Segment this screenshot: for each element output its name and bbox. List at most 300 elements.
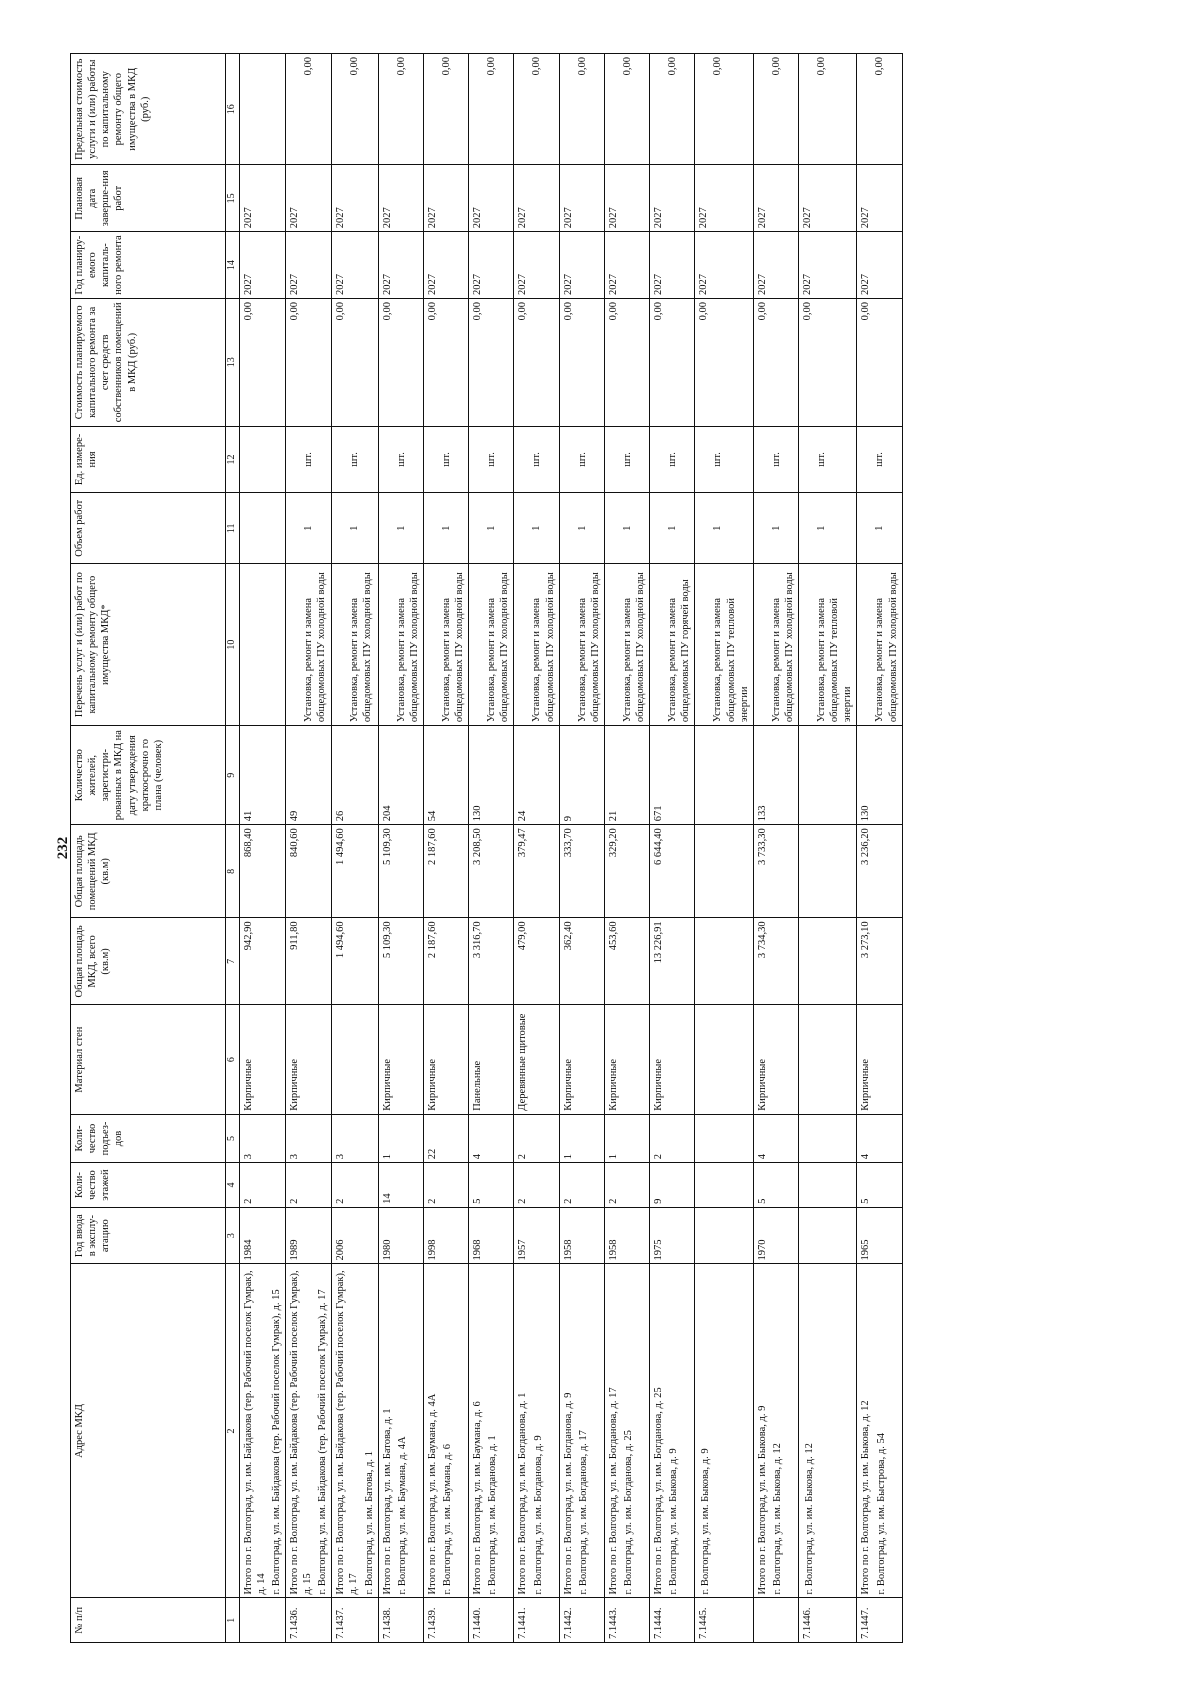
planned-year: 2027 xyxy=(695,232,753,299)
subtotal-label: Итого по г. Волгоград, ул. им. Байдакова (тер. Рабочий поселок Гумрак), д. 15 xyxy=(288,1270,313,1595)
wall-material: Кирпичные xyxy=(650,1005,695,1114)
table-row xyxy=(239,54,285,1643)
planned-year: 2027 xyxy=(469,232,514,299)
entrances-count: 4 xyxy=(857,1114,902,1163)
limit-cost: 0,00 xyxy=(857,54,902,165)
column-header-2: Адрес МКД xyxy=(71,1264,226,1598)
unit: шт. xyxy=(753,426,798,493)
work-text: Установка, ремонт и замена общедомовых ПУ холодной воды xyxy=(621,572,646,723)
year-commissioned: 1968 xyxy=(469,1207,514,1264)
total-area: 3 734,30 xyxy=(753,918,798,1005)
entrances-count: 3 xyxy=(285,1114,331,1163)
residents-count xyxy=(799,726,857,825)
work-text: Установка, ремонт и замена общедомовых ПУ тепловой энергии xyxy=(816,597,854,723)
limit-cost: 0,00 xyxy=(378,54,423,165)
subtotal-label: Итого по г. Волгоград, ул. им. Байдакова (тер. Рабочий поселок Гумрак), д. 14 xyxy=(242,1270,267,1595)
row-number: 7.1438. xyxy=(378,1598,423,1643)
total-area: 1 494,60 xyxy=(332,918,378,1005)
year-commissioned: 1970 xyxy=(753,1207,798,1264)
year-commissioned: 1975 xyxy=(650,1207,695,1264)
subtotal-label: Итого по г. Волгоград, ул. им. Богданова, д. 25 xyxy=(653,1387,665,1595)
subtotal-label: Итого по г. Волгоград, ул. им. Богданова, д. 9 xyxy=(562,1392,574,1595)
work-description xyxy=(559,564,604,726)
column-number-6: 6 xyxy=(226,1005,240,1114)
work-text: Установка, ремонт и замена общедомовых ПУ холодной воды xyxy=(395,572,420,723)
residents-count: 26 xyxy=(332,726,378,825)
work-description xyxy=(285,564,331,726)
work-text: Установка, ремонт и замена общедомовых ПУ холодной воды xyxy=(874,572,899,723)
work-volume: 1 xyxy=(514,493,559,564)
work-volume: 1 xyxy=(469,493,514,564)
entrances-count: 1 xyxy=(378,1114,423,1163)
planned-year: 2027 xyxy=(604,232,649,299)
limit-cost: 0,00 xyxy=(695,54,753,165)
total-area: 453,60 xyxy=(604,918,649,1005)
wall-material xyxy=(332,1005,378,1114)
subtotal-label: Итого по г. Волгоград, ул. им. Быкова, д. 12 xyxy=(860,1400,872,1595)
column-number-9: 9 xyxy=(226,726,240,825)
completion-year: 2027 xyxy=(857,165,902,232)
row-number: 7.1445. xyxy=(695,1598,753,1643)
row-number: 7.1446. xyxy=(799,1598,857,1643)
owner-cost: 0,00 xyxy=(559,299,604,427)
owner-cost: 0,00 xyxy=(753,299,798,427)
completion-year: 2027 xyxy=(559,165,604,232)
work-description xyxy=(695,564,753,726)
completion-year: 2027 xyxy=(285,165,331,232)
table-row xyxy=(332,54,378,1643)
wall-material: Панельные xyxy=(469,1005,514,1114)
address-cell xyxy=(650,1264,695,1598)
limit-cost: 0,00 xyxy=(753,54,798,165)
unit: шт. xyxy=(559,426,604,493)
completion-year: 2027 xyxy=(753,165,798,232)
work-description xyxy=(799,564,857,726)
year-commissioned: 1998 xyxy=(423,1207,468,1264)
unit: шт. xyxy=(857,426,902,493)
residents-count: 54 xyxy=(423,726,468,825)
planned-year: 2027 xyxy=(559,232,604,299)
premises-area: 868,40 xyxy=(239,825,285,918)
address: г. Волгоград, ул. им. Богданова, д. 17 xyxy=(577,1430,589,1595)
floors-count: 9 xyxy=(650,1163,695,1208)
column-header-8: Общая площадь помещений МКД (кв.м) xyxy=(71,825,226,918)
owner-cost: 0,00 xyxy=(514,299,559,427)
floors-count: 14 xyxy=(378,1163,423,1208)
premises-area: 3 208,50 xyxy=(469,825,514,918)
work-volume: 1 xyxy=(332,493,378,564)
rotated-page xyxy=(54,53,1154,1643)
work-volume: 1 xyxy=(285,493,331,564)
address-cell xyxy=(753,1264,798,1598)
total-area: 5 109,30 xyxy=(378,918,423,1005)
row-number: 7.1440. xyxy=(469,1598,514,1643)
total-area xyxy=(799,918,857,1005)
column-header-13: Стоимость планируемого капитального ремонта за счет средств собственников помещений в МКД (руб.) xyxy=(71,299,226,427)
subtotal-label: Итого по г. Волгоград, ул. им. Богданова, д. 17 xyxy=(607,1387,619,1595)
work-description xyxy=(469,564,514,726)
address: г. Волгоград, ул. им. Быкова, д. 9 xyxy=(700,1448,712,1595)
premises-area: 329,20 xyxy=(604,825,649,918)
planned-year: 2027 xyxy=(753,232,798,299)
row-number xyxy=(753,1598,798,1643)
column-number-16: 16 xyxy=(226,54,240,165)
planned-year: 2027 xyxy=(378,232,423,299)
column-header-15: Плановая дата заверше-ния работ xyxy=(71,165,226,232)
column-number-1: 1 xyxy=(226,1598,240,1643)
subtotal-label: Итого по г. Волгоград, ул. им. Быкова, д. 9 xyxy=(756,1405,768,1595)
owner-cost: 0,00 xyxy=(857,299,902,427)
floors-count: 5 xyxy=(857,1163,902,1208)
table-row xyxy=(650,54,695,1643)
unit: шт. xyxy=(332,426,378,493)
entrances-count: 1 xyxy=(559,1114,604,1163)
entrances-count: 4 xyxy=(753,1114,798,1163)
wall-material: Кирпичные xyxy=(559,1005,604,1114)
row-number: 7.1442. xyxy=(559,1598,604,1643)
floors-count: 2 xyxy=(332,1163,378,1208)
address-cell xyxy=(423,1264,468,1598)
entrances-count xyxy=(695,1114,753,1163)
planned-year: 2027 xyxy=(799,232,857,299)
row-number: 7.1441. xyxy=(514,1598,559,1643)
column-header-14: Год планиру-емого капиталь-ного ремонта xyxy=(71,232,226,299)
work-text: Установка, ремонт и замена общедомовых ПУ холодной воды xyxy=(770,572,795,723)
planned-year: 2027 xyxy=(239,232,285,299)
column-number-15: 15 xyxy=(226,165,240,232)
work-volume: 1 xyxy=(559,493,604,564)
premises-area: 3 236,20 xyxy=(857,825,902,918)
year-commissioned: 1984 xyxy=(239,1207,285,1264)
row-number xyxy=(239,1598,285,1643)
completion-year: 2027 xyxy=(650,165,695,232)
column-header-4: Коли-чество этажей xyxy=(71,1163,226,1208)
year-commissioned: 1957 xyxy=(514,1207,559,1264)
owner-cost: 0,00 xyxy=(378,299,423,427)
premises-area: 3 733,30 xyxy=(753,825,798,918)
address: г. Волгоград, ул. им. Быстрова, д. 54 xyxy=(875,1433,887,1595)
total-area: 479,00 xyxy=(514,918,559,1005)
completion-year: 2027 xyxy=(423,165,468,232)
unit: шт. xyxy=(799,426,857,493)
premises-area: 333,70 xyxy=(559,825,604,918)
unit: шт. xyxy=(423,426,468,493)
floors-count: 2 xyxy=(514,1163,559,1208)
page-number: 232 xyxy=(55,836,71,860)
row-number: 7.1439. xyxy=(423,1598,468,1643)
unit xyxy=(239,426,285,493)
total-area: 362,40 xyxy=(559,918,604,1005)
address-cell xyxy=(514,1264,559,1598)
limit-cost: 0,00 xyxy=(514,54,559,165)
row-number: 7.1443. xyxy=(604,1598,649,1643)
column-number-8: 8 xyxy=(226,825,240,918)
residents-count xyxy=(695,726,753,825)
work-description xyxy=(378,564,423,726)
address: г. Волгоград, ул. им. Быкова, д. 9 xyxy=(668,1448,680,1595)
column-number-14: 14 xyxy=(226,232,240,299)
address-cell xyxy=(285,1264,331,1598)
address-cell xyxy=(695,1264,753,1598)
unit: шт. xyxy=(469,426,514,493)
column-header-7: Общая площадь МКД, всего (кв.м) xyxy=(71,918,226,1005)
total-area: 3 316,70 xyxy=(469,918,514,1005)
table-row xyxy=(378,54,423,1643)
work-volume: 1 xyxy=(799,493,857,564)
header-row xyxy=(71,54,226,1643)
limit-cost: 0,00 xyxy=(604,54,649,165)
entrances-count xyxy=(799,1114,857,1163)
total-area: 942,90 xyxy=(239,918,285,1005)
residents-count: 9 xyxy=(559,726,604,825)
table-row xyxy=(559,54,604,1643)
owner-cost: 0,00 xyxy=(469,299,514,427)
subtotal-label: Итого по г. Волгоград, ул. им. Баумана, д. 4А xyxy=(426,1393,438,1595)
residents-count: 49 xyxy=(285,726,331,825)
limit-cost: 0,00 xyxy=(469,54,514,165)
unit: шт. xyxy=(378,426,423,493)
wall-material: Кирпичные xyxy=(239,1005,285,1114)
column-number-5: 5 xyxy=(226,1114,240,1163)
table-row xyxy=(469,54,514,1643)
planned-year: 2027 xyxy=(514,232,559,299)
column-number-10: 10 xyxy=(226,564,240,726)
address: г. Волгоград, ул. им. Баумана, д. 6 xyxy=(442,1443,453,1595)
residents-count: 130 xyxy=(857,726,902,825)
year-commissioned: 1965 xyxy=(857,1207,902,1264)
premises-area: 6 644,40 xyxy=(650,825,695,918)
completion-year: 2027 xyxy=(695,165,753,232)
work-text: Установка, ремонт и замена общедомовых ПУ горячей воды xyxy=(667,579,692,723)
column-number-row xyxy=(226,54,240,1643)
entrances-count: 2 xyxy=(650,1114,695,1163)
total-area: 2 187,60 xyxy=(423,918,468,1005)
address: г. Волгоград, ул. им. Богданова, д. 25 xyxy=(623,1430,634,1595)
total-area: 3 273,10 xyxy=(857,918,902,1005)
work-volume: 1 xyxy=(695,493,753,564)
planned-year: 2027 xyxy=(857,232,902,299)
year-commissioned: 1958 xyxy=(559,1207,604,1264)
address: г. Волгоград, ул. им. Батова, д. 1 xyxy=(363,1451,375,1595)
address-cell xyxy=(559,1264,604,1598)
year-commissioned xyxy=(695,1207,753,1264)
address: г. Волгоград, ул. им. Байдакова (тер. Рабочий поселок Гумрак), д. 17 xyxy=(317,1289,329,1595)
owner-cost: 0,00 xyxy=(604,299,649,427)
limit-cost: 0,00 xyxy=(423,54,468,165)
address: г. Волгоград, ул. им. Баумана, д. 4А xyxy=(396,1436,408,1595)
table-row xyxy=(857,54,902,1643)
column-header-16: Предельная стоимость услуги и (или) работы по капитальному ремонту общего имущества в МКД (руб.) xyxy=(71,54,226,165)
entrances-count: 1 xyxy=(604,1114,649,1163)
row-number: 7.1447. xyxy=(857,1598,902,1643)
wall-material: Кирпичные xyxy=(423,1005,468,1114)
total-area xyxy=(695,918,753,1005)
owner-cost: 0,00 xyxy=(695,299,753,427)
limit-cost: 0,00 xyxy=(285,54,331,165)
table-row xyxy=(604,54,649,1643)
completion-year: 2027 xyxy=(799,165,857,232)
premises-area: 2 187,60 xyxy=(423,825,468,918)
subtotal-label: Итого по г. Волгоград, ул. им. Баумана, д. 6 xyxy=(472,1401,484,1595)
address-cell xyxy=(604,1264,649,1598)
floors-count: 5 xyxy=(753,1163,798,1208)
row-number: 7.1436. xyxy=(285,1598,331,1643)
planned-year: 2027 xyxy=(650,232,695,299)
limit-cost: 0,00 xyxy=(332,54,378,165)
column-header-3: Год ввода в эксплу-атацию xyxy=(71,1207,226,1264)
address: г. Волгоград, ул. им. Быкова, д. 12 xyxy=(771,1443,783,1595)
table-row xyxy=(423,54,468,1643)
column-number-11: 11 xyxy=(226,493,240,564)
owner-cost: 0,00 xyxy=(799,299,857,427)
wall-material: Кирпичные xyxy=(604,1005,649,1114)
floors-count: 2 xyxy=(423,1163,468,1208)
work-description xyxy=(753,564,798,726)
floors-count: 2 xyxy=(285,1163,331,1208)
work-text: Установка, ремонт и замена общедомовых ПУ холодной воды xyxy=(302,572,327,723)
address-cell xyxy=(469,1264,514,1598)
table-row xyxy=(285,54,331,1643)
premises-area: 5 109,30 xyxy=(378,825,423,918)
address: г. Волгоград, ул. им. Байдакова (тер. Рабочий поселок Гумрак), д. 15 xyxy=(270,1289,282,1595)
column-number-2: 2 xyxy=(226,1264,240,1598)
entrances-count: 4 xyxy=(469,1114,514,1163)
residents-count: 130 xyxy=(469,726,514,825)
column-number-4: 4 xyxy=(226,1163,240,1208)
work-description xyxy=(604,564,649,726)
address: г. Волгоград, ул. им. Богданова, д. 1 xyxy=(487,1435,499,1595)
address-cell xyxy=(378,1264,423,1598)
address-cell xyxy=(799,1264,857,1598)
entrances-count: 3 xyxy=(239,1114,285,1163)
premises-area xyxy=(799,825,857,918)
entrances-count: 3 xyxy=(332,1114,378,1163)
completion-year: 2027 xyxy=(469,165,514,232)
limit-cost: 0,00 xyxy=(650,54,695,165)
column-number-3: 3 xyxy=(226,1207,240,1264)
table-row xyxy=(799,54,857,1643)
subtotal-label: Итого по г. Волгоград, ул. им. Богданова, д. 1 xyxy=(517,1392,529,1595)
row-number: 7.1444. xyxy=(650,1598,695,1643)
entrances-count: 22 xyxy=(423,1114,468,1163)
premises-area: 1 494,60 xyxy=(332,825,378,918)
work-text: Установка, ремонт и замена общедомовых ПУ холодной воды xyxy=(440,572,465,723)
column-number-7: 7 xyxy=(226,918,240,1005)
work-volume: 1 xyxy=(857,493,902,564)
residents-count: 671 xyxy=(650,726,695,825)
unit: шт. xyxy=(650,426,695,493)
owner-cost: 0,00 xyxy=(332,299,378,427)
year-commissioned: 1958 xyxy=(604,1207,649,1264)
work-volume: 1 xyxy=(753,493,798,564)
work-text: Установка, ремонт и замена общедомовых ПУ холодной воды xyxy=(531,572,556,723)
wall-material xyxy=(695,1005,753,1114)
work-description xyxy=(514,564,559,726)
column-header-6: Материал стен xyxy=(71,1005,226,1114)
column-header-10: Перечень услуг и (или) работ по капитальному ремонту общего имущества МКД* xyxy=(71,564,226,726)
premises-area xyxy=(695,825,753,918)
floors-count xyxy=(695,1163,753,1208)
completion-year: 2027 xyxy=(332,165,378,232)
wall-material: Деревянные щитовые xyxy=(514,1005,559,1114)
residents-count: 21 xyxy=(604,726,649,825)
floors-count: 2 xyxy=(559,1163,604,1208)
completion-year: 2027 xyxy=(604,165,649,232)
column-header-1: № п/п xyxy=(71,1598,226,1643)
address: г. Волгоград, ул. им. Богданова, д. 9 xyxy=(532,1435,544,1595)
residents-count: 41 xyxy=(239,726,285,825)
subtotal-label: Итого по г. Волгоград, ул. им. Батова, д. 1 xyxy=(381,1408,393,1595)
work-volume: 1 xyxy=(423,493,468,564)
year-commissioned: 1989 xyxy=(285,1207,331,1264)
table-row xyxy=(753,54,798,1643)
limit-cost: 0,00 xyxy=(559,54,604,165)
table-row xyxy=(695,54,753,1643)
total-area: 911,80 xyxy=(285,918,331,1005)
planned-year: 2027 xyxy=(285,232,331,299)
wall-material: Кирпичные xyxy=(753,1005,798,1114)
work-volume xyxy=(239,493,285,564)
column-header-5: Коли-чество подъез-дов xyxy=(71,1114,226,1163)
year-commissioned: 1980 xyxy=(378,1207,423,1264)
work-volume: 1 xyxy=(378,493,423,564)
unit: шт. xyxy=(695,426,753,493)
year-commissioned xyxy=(799,1207,857,1264)
column-number-12: 12 xyxy=(226,426,240,493)
residents-count: 24 xyxy=(514,726,559,825)
row-number: 7.1437. xyxy=(332,1598,378,1643)
premises-area: 379,47 xyxy=(514,825,559,918)
work-text: Установка, ремонт и замена общедомовых ПУ холодной воды xyxy=(486,572,511,723)
column-header-9: Количество жителей, зарегистри-рованных в МКД на дату утверждения краткосрочно го плана (человек) xyxy=(71,726,226,825)
premises-area: 840,60 xyxy=(285,825,331,918)
column-header-12: Ед. измере-ния xyxy=(71,426,226,493)
address-cell xyxy=(239,1264,285,1598)
residents-count: 133 xyxy=(753,726,798,825)
planned-year: 2027 xyxy=(332,232,378,299)
floors-count: 5 xyxy=(469,1163,514,1208)
wall-material: Кирпичные xyxy=(378,1005,423,1114)
repair-plan-table xyxy=(70,53,903,1643)
unit: шт. xyxy=(514,426,559,493)
limit-cost: 0,00 xyxy=(799,54,857,165)
work-description xyxy=(650,564,695,726)
column-header-11: Объем работ xyxy=(71,493,226,564)
work-description xyxy=(857,564,902,726)
owner-cost: 0,00 xyxy=(650,299,695,427)
table-row xyxy=(514,54,559,1643)
address: г. Волгоград, ул. им. Быкова, д. 12 xyxy=(804,1443,815,1595)
work-description xyxy=(423,564,468,726)
owner-cost: 0,00 xyxy=(423,299,468,427)
completion-year: 2027 xyxy=(239,165,285,232)
owner-cost: 0,00 xyxy=(285,299,331,427)
unit: шт. xyxy=(604,426,649,493)
planned-year: 2027 xyxy=(423,232,468,299)
unit: шт. xyxy=(285,426,331,493)
address-cell xyxy=(332,1264,378,1598)
floors-count: 2 xyxy=(604,1163,649,1208)
work-text: Установка, ремонт и замена общедомовых ПУ холодной воды xyxy=(349,572,374,723)
owner-cost: 0,00 xyxy=(239,299,285,427)
wall-material xyxy=(799,1005,857,1114)
work-volume: 1 xyxy=(650,493,695,564)
work-text: Установка, ремонт и замена общедомовых ПУ тепловой энергии xyxy=(712,597,750,723)
residents-count: 204 xyxy=(378,726,423,825)
work-text: Установка, ремонт и замена общедомовых ПУ холодной воды xyxy=(576,572,601,723)
table-body xyxy=(239,54,902,1643)
work-description xyxy=(332,564,378,726)
